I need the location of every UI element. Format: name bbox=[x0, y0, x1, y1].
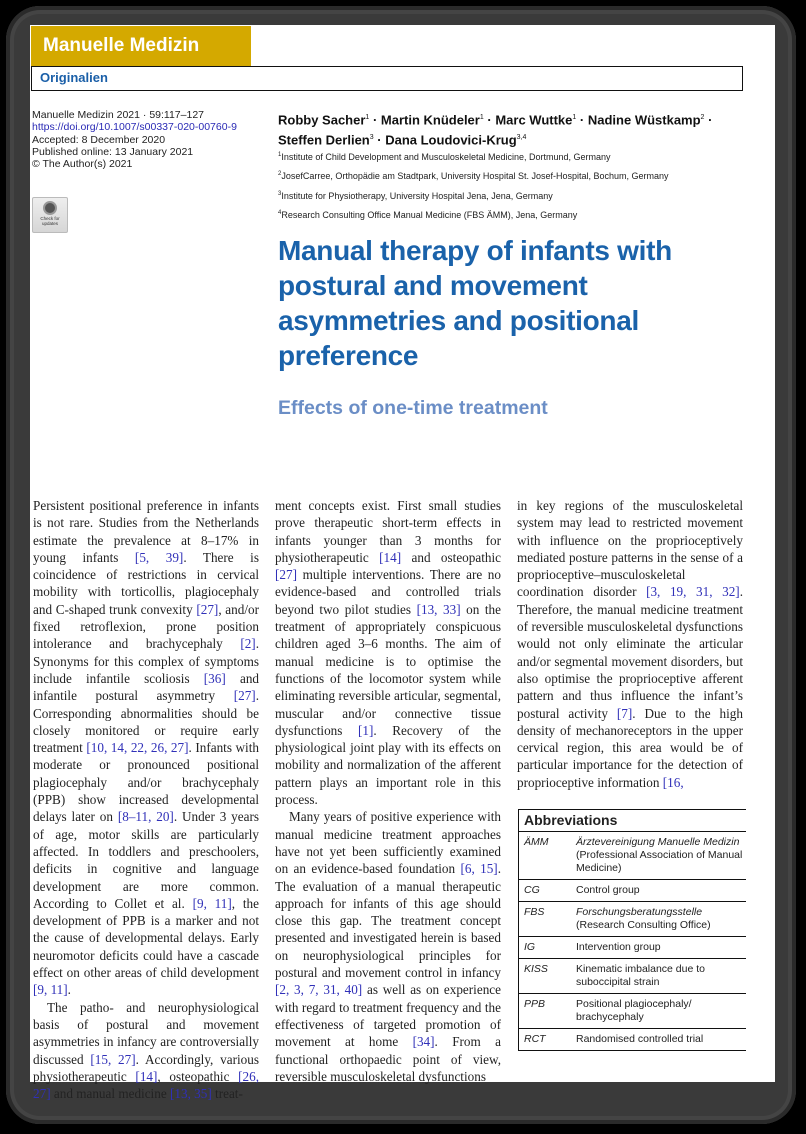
abbreviation-key: FBS bbox=[524, 906, 545, 918]
author-name: Marc Wuttke bbox=[495, 112, 573, 128]
abbreviation-row bbox=[519, 880, 746, 902]
citation: Manuelle Medizin 2021 · 59:117–127 bbox=[32, 109, 205, 121]
citation-link[interactable]: [15, 27] bbox=[90, 1051, 136, 1067]
citation-link[interactable]: [34] bbox=[412, 1034, 435, 1050]
affiliation-marker: 2 bbox=[278, 171, 282, 178]
citation-link[interactable]: [1] bbox=[357, 722, 374, 738]
abbreviation-key: KISS bbox=[524, 963, 548, 975]
abbreviation-definition bbox=[576, 906, 746, 932]
author-name: Robby Sacher bbox=[278, 112, 366, 128]
paragraph: Persistent positional preference in infants is not rare. Studies from the Netherlands estimate the prevalence at 8–17% in young infants [5, 39]. There is coincidence of restrictions in cervical mobility with torticollis, plagiocephaly and C-shaped trunk convexity [27], and/or fixed retroflexion, prone position intolerance and brachycephaly [2]. Synonyms for this complex of symptoms include infantile scoliosis [36] and infantile postural asymmetry [27]. Corresponding abnormalities should be closely monitored or require early treatment [10, 14, 22, 26, 27]. Infants with moderate or pronounced positional plagiocephaly and/or brachycephaly (PPB) show increased developmental delays later on [8–11, 20]. Under 3 years of age, motor skills are particularly affected. In toddlers and preschoolers, deficits in cognitive and language development are more common. According to Collet et al. [9, 11], the development of PPB is a marker and not the cause of developmental delays. Early neuromotor deficits could have a cascade effect on other areas of child development [9, 11]. bbox=[33, 498, 260, 998]
citation-link[interactable]: [6, 15] bbox=[460, 861, 498, 877]
abbreviation-row bbox=[519, 902, 746, 937]
abbreviation-original-term: Ärztevereinigung Manuelle Medizin bbox=[576, 836, 740, 848]
author-affiliation-marker: 1 bbox=[572, 114, 577, 121]
abbreviation-row bbox=[519, 959, 746, 994]
doi-link[interactable]: https://doi.org/10.1007/s00337-020-00760-9 bbox=[32, 121, 237, 134]
citation-link[interactable]: [5, 39] bbox=[134, 549, 184, 565]
citation-link[interactable]: [2] bbox=[240, 636, 256, 652]
affiliation bbox=[278, 205, 748, 224]
citation-link[interactable]: [13, 35] bbox=[169, 1086, 212, 1102]
abbreviation-meaning: Intervention group bbox=[576, 941, 661, 953]
paragraph: in key regions of the musculoskeletal system may lead to restricted movement with influence on the proprioceptively mediated posture patterns in the sense of a proprioceptive–musculoskeletal coordination disorder [3, 19, 31, 32]. Therefore, the manual medicine treatment of reversible musculoskeletal dysfunctions would not only eliminate the articular and/or segmental movement disorders, but also optimise the proprioceptive afferent pattern and thus influence the infant’s postural activity [7]. Due to the high density of mechanoreceptors in the upper cervical region, this area would be of particular importance for the detection of proprioceptive information [16, bbox=[517, 498, 743, 790]
citation-link[interactable]: [13, 33] bbox=[416, 601, 461, 617]
abbreviation-definition bbox=[576, 836, 746, 875]
abbreviation-definition bbox=[576, 1033, 746, 1046]
affiliation-text: JosefCarree, Orthopädie am Stadtpark, University Hospital St. Josef-Hospital, Bochum, Germany bbox=[281, 171, 669, 182]
section-label: Originalien bbox=[31, 66, 743, 91]
citation-link[interactable]: [26, 27] bbox=[33, 1068, 259, 1102]
article-title: Manual therapy of infants with postural and movement asymmetries and positional preference bbox=[278, 235, 672, 371]
accepted-date: Accepted: 8 December 2020 bbox=[32, 133, 166, 146]
abbreviation-meaning: (Professional Association of Manual Medicine) bbox=[576, 849, 743, 874]
abbreviation-meaning: (Research Consulting Office) bbox=[576, 919, 711, 931]
citation-link[interactable]: [14] bbox=[135, 1068, 158, 1084]
check-for-updates-label: Check for updates bbox=[40, 216, 60, 226]
affiliation-text: Institute of Child Development and Musculoskeletal Medicine, Dortmund, Germany bbox=[281, 152, 611, 162]
abbreviation-meaning: Kinematic imbalance due to suboccipital strain bbox=[576, 963, 705, 988]
citation-link[interactable]: [27] bbox=[196, 601, 219, 617]
abbreviations-heading: Abbreviations bbox=[519, 810, 746, 832]
abbreviation-row bbox=[519, 937, 746, 959]
published-date: Published online: 13 January 2021 bbox=[32, 145, 194, 158]
author-name: Nadine Wüstkamp bbox=[587, 112, 701, 128]
citation-link[interactable]: [3, 19, 31, 32] bbox=[646, 584, 740, 600]
citation-link[interactable]: [10, 14, 22, 26, 27] bbox=[86, 740, 189, 756]
paragraph: ment concepts exist. First small studies prove therapeutic short-term effects in infants younger than 3 months for physiotherapeutic [14] and osteopathic [27] multiple interventions. There are no evidence-based and controlled trials beyond two pilot studies [13, 33] on the treatment of appropriately conspicuous children aged 3–6 months. The aim of manual medicine is to optimise the functions of the locomotor system while eliminating reversible articular, segmental, muscular and/or connective tissue dysfunctions [1]. Recovery of the physiological joint play with its effects on mobility and normalization of the afferent pattern plays an important role in this process. bbox=[275, 498, 502, 808]
abbreviation-original-term: Forschungsberatungsstelle bbox=[576, 906, 703, 918]
paragraph: The patho- and neurophysiological basis of postural and movement asymmetries in infancy are controversially discussed [15, 27]. Accordingly, various physiotherapeutic [14], osteopathic [26, 27] and manual medicine [13, 35] treat- bbox=[33, 999, 259, 1102]
body-column-2 bbox=[275, 497, 501, 1085]
abbreviation-key: RCT bbox=[524, 1033, 546, 1045]
affiliation bbox=[278, 147, 748, 166]
body-column-1 bbox=[33, 497, 259, 1102]
citation-link[interactable]: [14] bbox=[379, 549, 402, 565]
author-affiliation-marker: 3,4 bbox=[516, 134, 527, 142]
affiliation-marker: 4 bbox=[278, 209, 282, 216]
copyright: © The Author(s) 2021 bbox=[32, 158, 133, 171]
citation-link[interactable]: [9, 11] bbox=[192, 895, 232, 911]
affiliation bbox=[278, 186, 748, 205]
abbreviation-definition bbox=[576, 884, 746, 897]
abbreviation-key: CG bbox=[524, 884, 540, 896]
author-affiliation-marker: 1 bbox=[365, 114, 370, 121]
abbreviation-row bbox=[519, 994, 746, 1029]
author-affiliation-marker: 2 bbox=[700, 114, 705, 121]
paragraph: Many years of positive experience with manual medicine treatment approaches have not yet been sufficiently examined on an evidence-based foundation [6, 15]. The evaluation of a manual therapeutic approach for infants of this age should close this gap. The treatment concept presented and investigated herein is based on neurophysiological principles for postural and movement control in infancy [2, 3, 7, 31, 40] as well as on experience with regard to treatment frequency and the effectiveness of targeted promotion of movement at home [34]. From a functional orthopaedic point of view, reversible musculoskeletal dysfunctions bbox=[275, 809, 501, 1084]
body-column-3 bbox=[517, 497, 743, 791]
abbreviation-meaning: Control group bbox=[576, 884, 640, 896]
citation-link[interactable]: [9, 11] bbox=[33, 982, 68, 998]
author-name: Martin Knüdeler bbox=[380, 112, 480, 128]
abbreviation-definition bbox=[576, 941, 746, 954]
affiliation-marker: 1 bbox=[278, 152, 282, 158]
abbreviation-key: IG bbox=[524, 941, 536, 953]
article-page bbox=[30, 25, 775, 1102]
affiliation-text: Institute for Physiotherapy, University Hospital Jena, Jena, Germany bbox=[281, 190, 553, 201]
author-name: Dana Loudovici-Krug bbox=[385, 132, 517, 148]
crossmark-icon bbox=[43, 201, 57, 215]
journal-name-band: Manuelle Medizin bbox=[31, 26, 251, 66]
citation-link[interactable]: [7] bbox=[616, 705, 633, 721]
citation-link[interactable]: [2, 3, 7, 31, 40] bbox=[275, 982, 363, 998]
citation-link[interactable]: [27] bbox=[233, 688, 256, 704]
affiliation bbox=[278, 166, 748, 185]
citation-link[interactable]: [36] bbox=[203, 670, 226, 686]
abbreviation-key: PPB bbox=[524, 998, 546, 1010]
affiliation-marker: 3 bbox=[278, 190, 282, 197]
article-subtitle: Effects of one-time treatment bbox=[278, 397, 548, 419]
citation-link[interactable]: [16, bbox=[662, 774, 684, 790]
affiliation-text: Research Consulting Office Manual Medicine (FBS ÄMM), Jena, Germany bbox=[281, 209, 578, 220]
abbreviation-meaning: Randomised controlled trial bbox=[576, 1033, 704, 1045]
abbreviation-key: ÄMM bbox=[524, 836, 549, 848]
article-meta bbox=[32, 109, 272, 170]
check-for-updates-button[interactable] bbox=[32, 197, 68, 233]
citation-link[interactable]: [27] bbox=[275, 567, 297, 583]
abbreviation-row bbox=[519, 1029, 746, 1051]
citation-link[interactable]: [8–11, 20] bbox=[117, 809, 174, 825]
abbreviation-definition bbox=[576, 963, 746, 989]
author-name: Steffen Derlien bbox=[278, 132, 370, 148]
author-affiliation-marker: 1 bbox=[479, 114, 484, 121]
author-affiliation-marker: 3 bbox=[369, 134, 374, 142]
abbreviations-box bbox=[518, 809, 746, 1051]
author-list: Robby Sacher$^1$ · Martin Knüdeler$^1$ · Marc Wuttke$^1$ · Nadine Wüstkamp$^2$ · Steffen Derlien$^3$ · Dana Loudovici-Krug$^{3,4}$ bbox=[278, 112, 713, 148]
abbreviation-row bbox=[519, 832, 746, 880]
affiliation-list bbox=[278, 147, 748, 224]
abbreviation-definition bbox=[576, 998, 746, 1024]
abbreviation-meaning: Positional plagiocephaly/ brachycephaly bbox=[576, 998, 692, 1023]
